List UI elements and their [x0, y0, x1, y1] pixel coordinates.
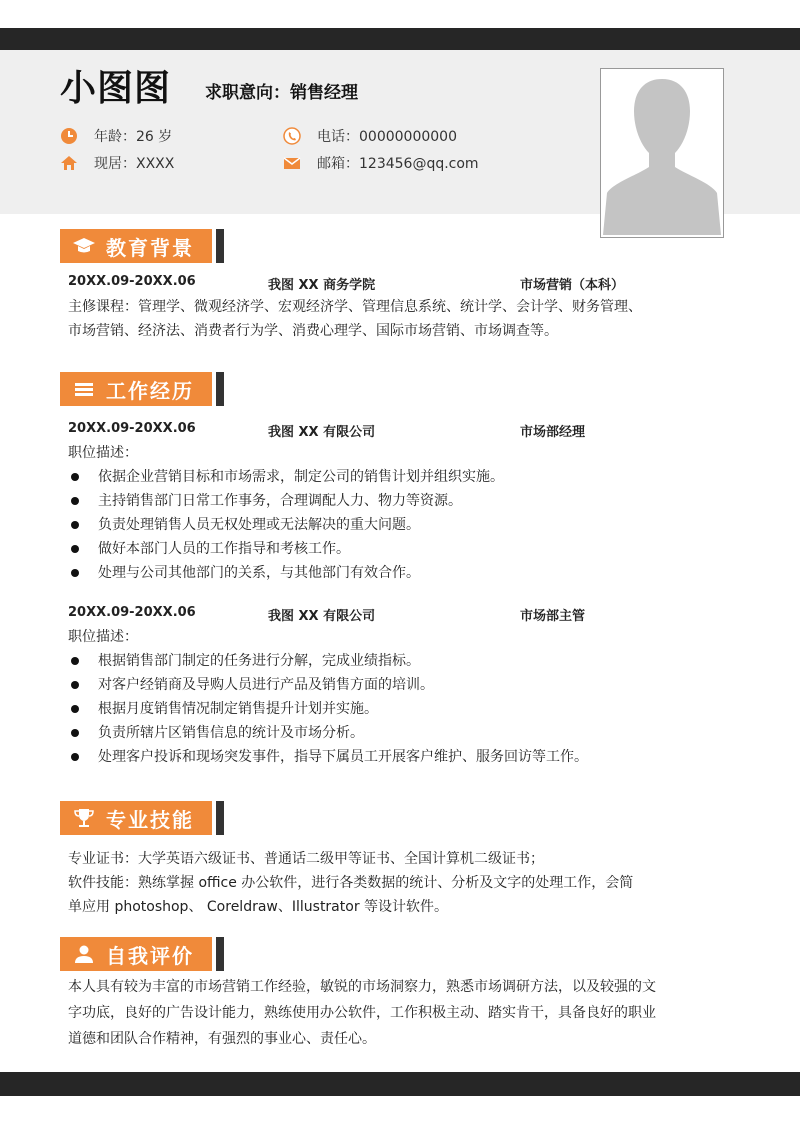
- books-icon: [72, 377, 96, 401]
- job-position: 市场部主管: [520, 609, 586, 624]
- list-item: 处理客户投诉和现场突发事件，指导下属员工开展客户维护、服务回访等工作。: [68, 745, 588, 769]
- person-icon: [72, 942, 96, 966]
- section-self-eval-header: [60, 937, 224, 971]
- list-item: 根据月度销售情况制定销售提升计划并实施。: [68, 697, 588, 721]
- phone-icon: [283, 127, 301, 145]
- list-item: 根据销售部门制定的任务进行分解，完成业绩指标。: [68, 649, 588, 673]
- candidate-name: 小图图: [60, 68, 172, 109]
- list-item: 负责所辖片区销售信息的统计及市场分析。: [68, 721, 588, 745]
- age-text: 年龄：26 岁: [94, 129, 173, 145]
- section-skills-header: [60, 801, 224, 835]
- section-title: 专业技能: [106, 807, 194, 832]
- job-date: 20XX.09-20XX.06: [68, 421, 196, 436]
- text-line: 道德和团队合作精神，有强烈的事业心、责任心。: [68, 1031, 376, 1047]
- list-item: 主持销售部门日常工作事务，合理调配人力、物力等资源。: [68, 489, 504, 513]
- job-duties-list: [68, 465, 504, 585]
- envelope-icon: [283, 154, 301, 172]
- text-line: 本人具有较为丰富的市场营销工作经验，敏锐的市场洞察力，熟悉市场调研方法，以及较强的文: [68, 979, 656, 995]
- section-title: 教育背景: [106, 235, 194, 260]
- education-major: 市场营销（本科）: [520, 278, 625, 293]
- section-bar: [216, 937, 224, 971]
- text-line: 软件技能：熟练掌握 office 办公软件，进行各类数据的统计、分析及文字的处理工作，会简: [68, 875, 634, 891]
- job-desc-label: 职位描述：: [68, 629, 138, 645]
- education-courses: [68, 295, 642, 343]
- text-line: 单应用 photoshop、 Coreldraw、Illustrator 等设计软件。: [68, 899, 449, 915]
- job-date: 20XX.09-20XX.06: [68, 605, 196, 620]
- job-company: 我图 XX 有限公司: [268, 609, 376, 624]
- age-info: [60, 126, 172, 146]
- residence-text: 现居：XXXX: [94, 156, 175, 172]
- avatar-silhouette-icon: [603, 71, 721, 235]
- clock-icon: [60, 127, 78, 145]
- trophy-icon: [72, 806, 96, 830]
- skills-text: [68, 847, 633, 919]
- text-line: 主修课程：管理学、微观经济学、宏观经济学、管理信息系统、统计学、会计学、财务管理、: [68, 299, 642, 315]
- residence-info: [60, 153, 174, 173]
- top-bar: [0, 28, 800, 50]
- job-intent: 求职意向：销售经理: [205, 83, 358, 103]
- phone-text: 电话：00000000000: [317, 129, 457, 145]
- job-company: 我图 XX 有限公司: [268, 425, 376, 440]
- self-eval-text: [68, 974, 656, 1052]
- job-position: 市场部经理: [520, 425, 586, 440]
- section-title: 工作经历: [106, 378, 194, 403]
- list-item: 依据企业营销目标和市场需求，制定公司的销售计划并组织实施。: [68, 465, 504, 489]
- section-education-header: [60, 229, 224, 263]
- text-line: 专业证书：大学英语六级证书、普通话二级甲等证书、全国计算机二级证书；: [68, 851, 544, 867]
- section-bar: [216, 372, 224, 406]
- education-school: 我图 XX 商务学院: [268, 278, 376, 293]
- phone-info: [283, 126, 457, 146]
- bottom-bar: [0, 1072, 800, 1096]
- home-icon: [60, 154, 78, 172]
- list-item: 对客户经销商及导购人员进行产品及销售方面的培训。: [68, 673, 588, 697]
- list-item: 处理与公司其他部门的关系，与其他部门有效合作。: [68, 561, 504, 585]
- graduation-cap-icon: [72, 234, 96, 258]
- list-item: 负责处理销售人员无权处理或无法解决的重大问题。: [68, 513, 504, 537]
- job-desc-label: 职位描述：: [68, 445, 138, 461]
- section-title: 自我评价: [106, 943, 194, 968]
- job-duties-list: [68, 649, 588, 769]
- email-text: 邮箱：123456@qq.com: [317, 156, 479, 172]
- list-item: 做好本部门人员的工作指导和考核工作。: [68, 537, 504, 561]
- text-line: 字功底，良好的广告设计能力，熟练使用办公软件，工作积极主动、踏实肯干，具备良好的职业: [68, 1005, 656, 1021]
- section-work-header: [60, 372, 224, 406]
- section-bar: [216, 801, 224, 835]
- education-date: 20XX.09-20XX.06: [68, 274, 196, 289]
- text-line: 市场营销、经济法、消费者行为学、消费心理学、国际市场营销、市场调查等。: [68, 323, 558, 339]
- profile-photo: [600, 68, 724, 238]
- section-bar: [216, 229, 224, 263]
- email-info: [283, 153, 479, 173]
